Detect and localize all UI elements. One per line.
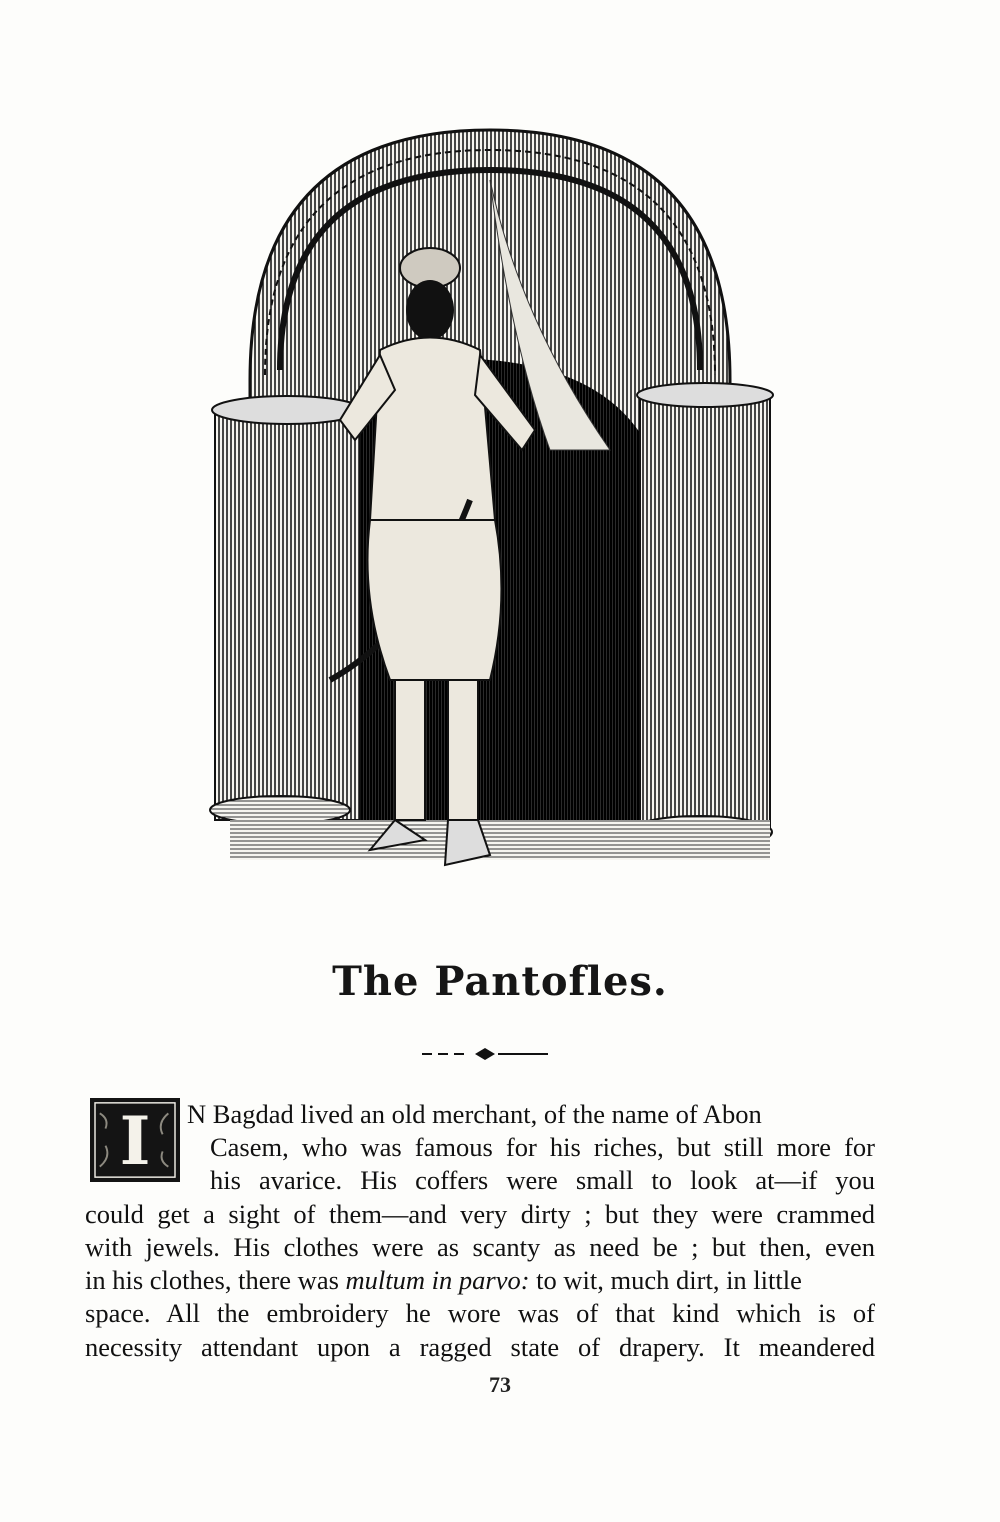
text-line: with jewels. His clothes were as scanty as need be ; but then, even [85,1232,875,1262]
text-segment: to wit, much dirt, in little [529,1265,802,1295]
text-line [85,1263,875,1297]
chapter-title: The Pantofles. [332,958,668,1005]
engraving-icon [190,120,790,900]
text-line: necessity attendant upon a ragged state of drapery. It meandered [85,1332,875,1362]
text-line: his avarice. His coffers were small to look at—if you [210,1165,875,1195]
text-line: could get a sight of them—and very dirty ; but they were crammed [85,1199,875,1229]
divider-icon [420,1046,550,1062]
text-segment: in his clothes, there was [85,1265,346,1295]
italic-phrase: multum in parvo: [345,1265,530,1295]
text-line: space. All the embroidery he wore was of that kind which is of [85,1298,875,1328]
text-line: N Bagdad lived an old merchant, of the name of Abon [187,1099,762,1129]
text-line: Casem, who was famous for his riches, but still more for [210,1132,875,1162]
drop-cap-letter: I [119,1102,151,1180]
drop-cap [90,1098,180,1182]
illustration [190,120,790,900]
page-number: 73 [489,1372,511,1397]
